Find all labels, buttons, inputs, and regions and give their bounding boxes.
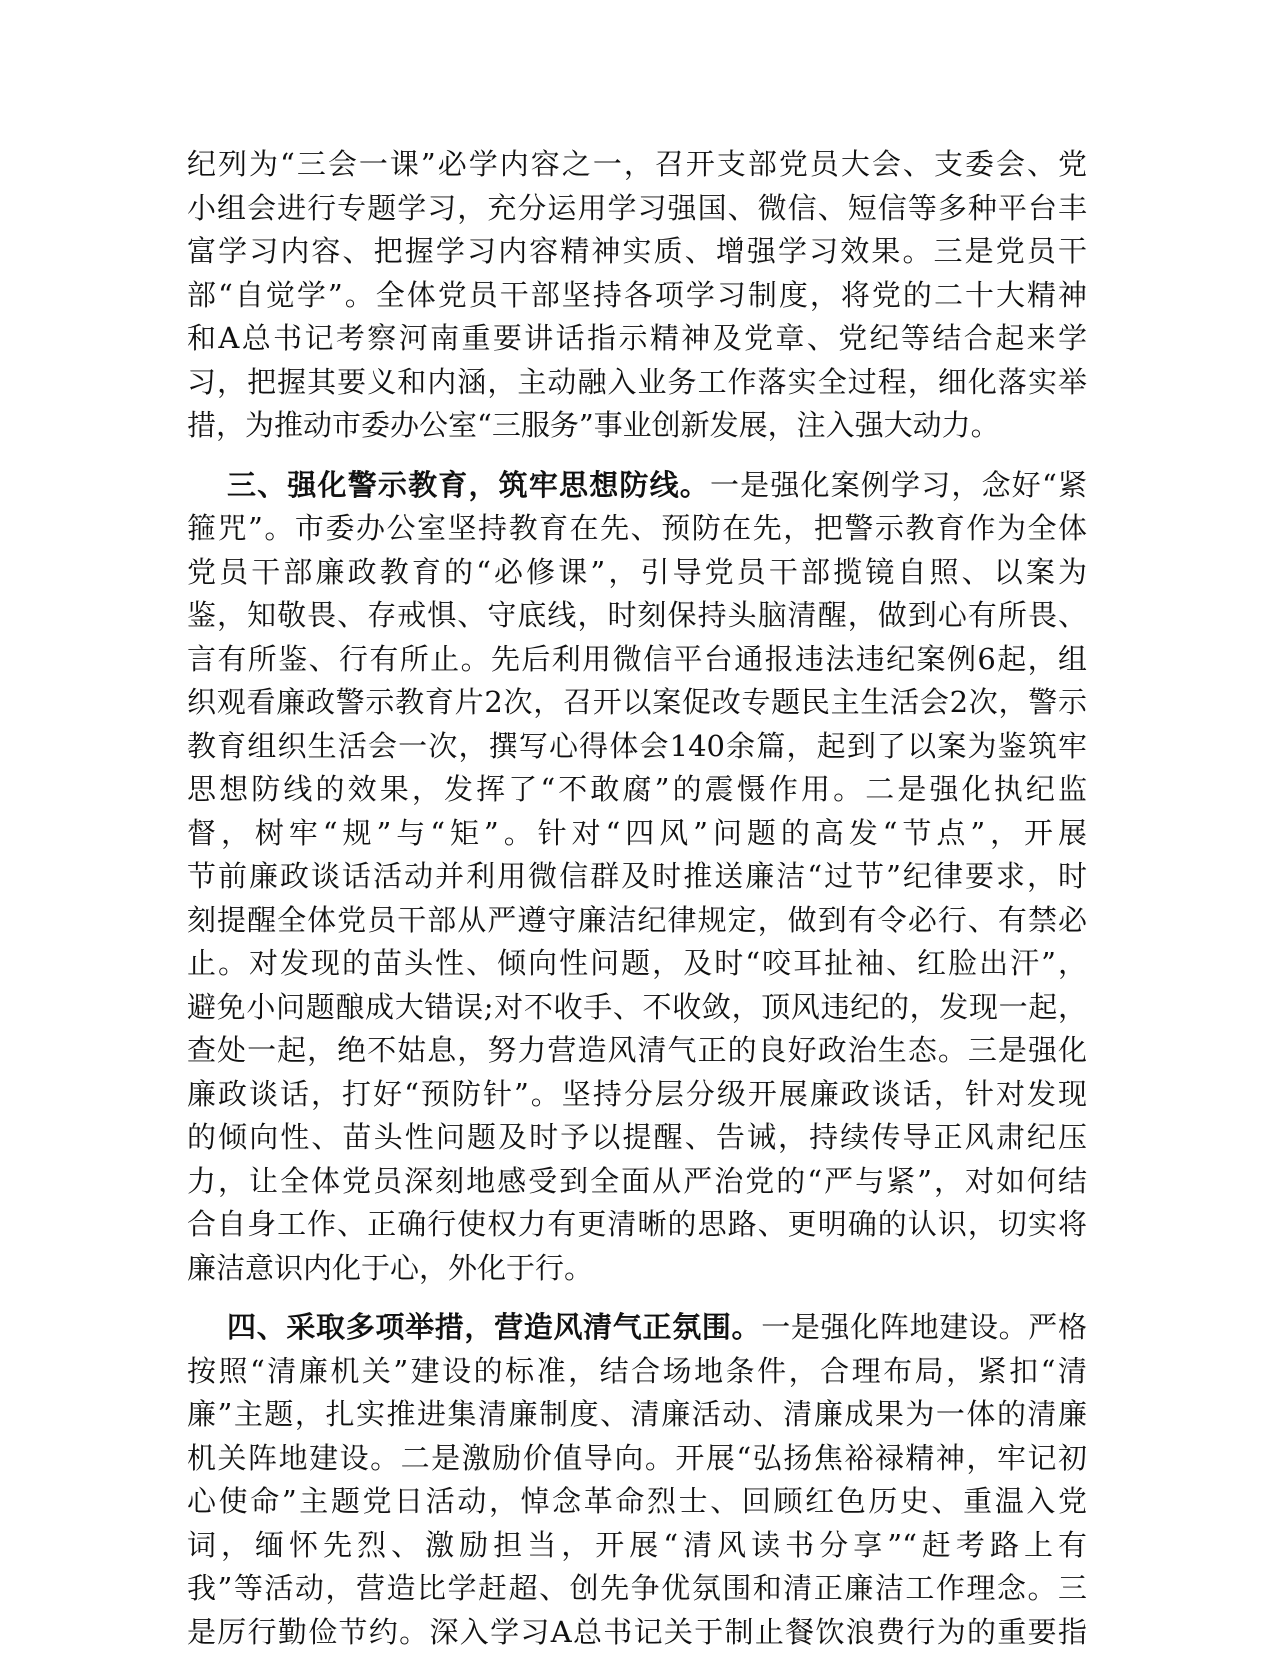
text-line: 和A总书记考察河南重要讲话指示精神及党章、党纪等结合起来学: [187, 321, 1087, 355]
paragraph-study-continuation: [187, 143, 1087, 448]
text-line: 小组会进行专题学习，充分运用学习强国、微信、短信等多种平台丰: [187, 190, 1087, 225]
text-line: 习，把握其要义和内涵，主动融入业务工作落实全过程，细化落实举: [187, 364, 1087, 399]
heading-line: [187, 1306, 1087, 1350]
text-line: 督，树牢“规”与“矩”。针对“四风”问题的高发“节点”，开展: [187, 815, 1087, 850]
text-line: 词，缅怀先烈、激励担当，开展“清风读书分享”“赶考路上有: [187, 1527, 1087, 1562]
text-line: 节前廉政谈话活动并利用微信群及时推送廉洁“过节”纪律要求，时: [187, 859, 1087, 893]
heading-line: [187, 464, 1087, 508]
text-line: 箍咒”。市委办公室坚持教育在先、预防在先，把警示教育作为全体: [187, 511, 1087, 545]
text-line: 查处一起，绝不姑息，努力营造风清气正的良好政治生态。三是强化: [187, 1033, 1087, 1067]
text-line: 党员干部廉政教育的“必修课”，引导党员干部揽镜自照、以案为: [187, 554, 1087, 589]
text-line: 是厉行勤俭节约。深入学习A总书记关于制止餐饮浪费行为的重要指: [187, 1614, 1087, 1649]
section-heading-3: 三、强化警示教育，筑牢思想防线。: [227, 467, 710, 502]
text-line: 按照“清廉机关”建设的标准，结合场地条件，合理布局，紧扣“清: [187, 1353, 1087, 1388]
text-line: 廉”主题，扎实推进集清廉制度、清廉活动、清廉成果为一体的清廉: [187, 1397, 1087, 1431]
text-line: 部“自觉学”。全体党员干部坚持各项学习制度，将党的二十大精神: [187, 277, 1087, 312]
text-line: 机关阵地建设。二是激励价值导向。开展“弘扬焦裕禄精神，牢记初: [187, 1440, 1087, 1475]
document-body: [187, 143, 1087, 1670]
text-line: 合自身工作、正确行使权力有更清晰的思路、更明确的认识，切实将: [187, 1207, 1087, 1241]
section-heading-4: 四、采取多项举措，营造风清气正氛围。: [227, 1310, 762, 1344]
text-fragment: 一是强化案例学习，念好“紧: [709, 467, 1087, 502]
text-line: 避免小问题酿成大错误;对不收手、不收敛，顶风违纪的，发现一起，: [187, 989, 1087, 1024]
text-line: 止。对发现的苗头性、倾向性问题，及时“咬耳扯袖、红脸出汗”，: [187, 946, 1087, 980]
text-line: 言有所鉴、行有所止。先后利用微信平台通报违法违纪案例6起，组: [187, 641, 1087, 676]
paragraph-measures: [187, 1306, 1087, 1654]
text-line: 廉洁意识内化于心，外化于行。: [187, 1250, 594, 1285]
text-line: 思想防线的效果，发挥了“不敢腐”的震慑作用。二是强化执纪监: [187, 772, 1087, 806]
text-line: 廉政谈话，打好“预防针”。坚持分层分级开展廉政谈话，针对发现: [187, 1076, 1087, 1111]
text-line: 力，让全体党员深刻地感受到全面从严治党的“严与紧”，对如何结: [187, 1163, 1087, 1198]
text-line: 织观看廉政警示教育片2次，召开以案促改专题民主生活会2次，警示: [187, 685, 1087, 719]
text-line: 富学习内容、把握学习内容精神实质、增强学习效果。三是党员干: [187, 234, 1087, 268]
paragraph-warning-education: [187, 464, 1087, 1291]
text-line: 教育组织生活会一次，撰写心得体会140余篇，起到了以案为鉴筑牢: [187, 728, 1087, 763]
text-line: 我”等活动，营造比学赶超、创先争优氛围和清正廉洁工作理念。三: [187, 1571, 1087, 1605]
text-line: 的倾向性、苗头性问题及时予以提醒、告诫，持续传导正风肃纪压: [187, 1120, 1087, 1154]
text-line: 措，为推动市委办公室“三服务”事业创新发展，注入强大动力。: [187, 408, 1000, 442]
text-line: 鉴，知敬畏、存戒惧、守底线，时刻保持头脑清醒，做到心有所畏、: [187, 598, 1087, 632]
text-line: 心使命”主题党日活动，悼念革命烈士、回顾红色历史、重温入党: [187, 1484, 1087, 1518]
text-line: 刻提醒全体党员干部从严遵守廉洁纪律规定，做到有令必行、有禁必: [187, 902, 1087, 937]
text-fragment: 一是强化阵地建设。严格: [761, 1310, 1087, 1344]
text-line: 纪列为“三会一课”必学内容之一，召开支部党员大会、支委会、党: [187, 147, 1087, 181]
